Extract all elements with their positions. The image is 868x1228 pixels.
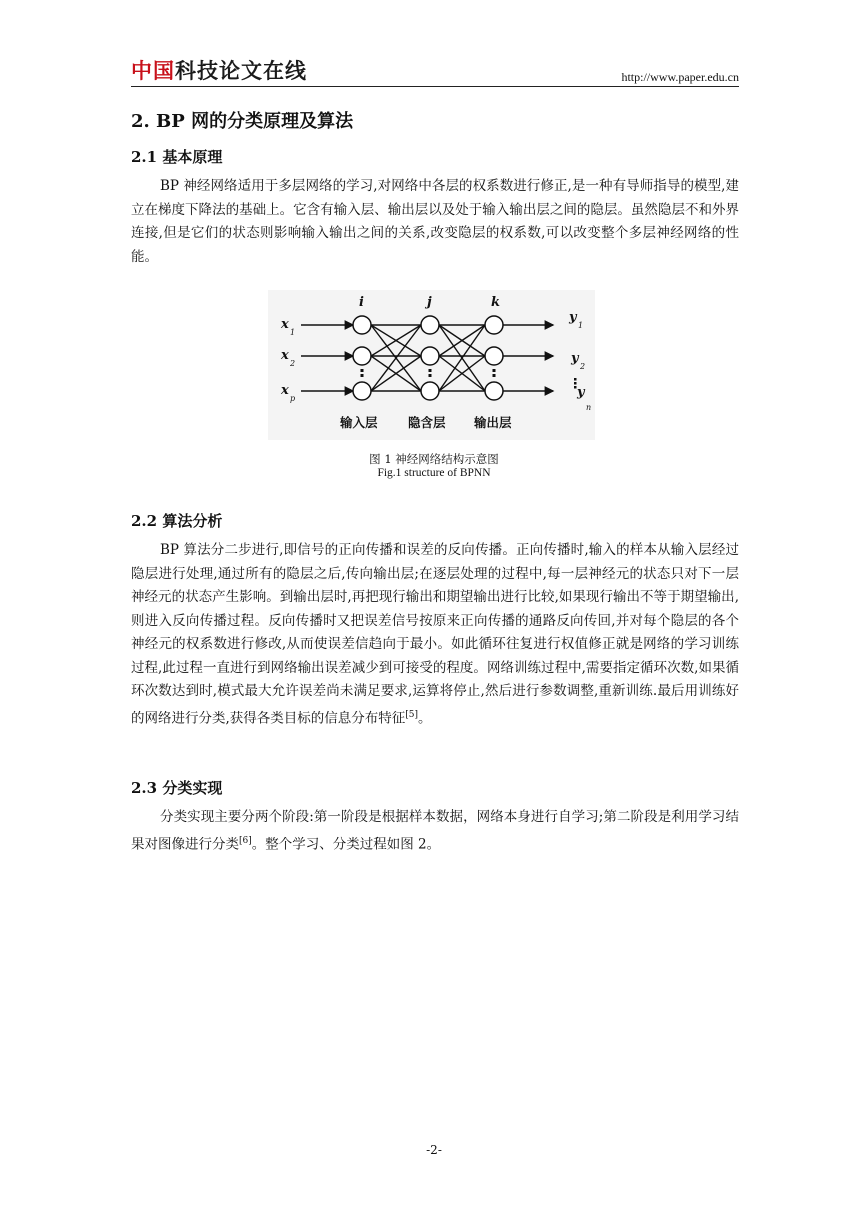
bpnn-diagram: [268, 290, 595, 440]
neuron-output-2: [485, 347, 503, 365]
layer-label-i: i: [359, 295, 364, 310]
figure-caption-cn: 图 1 神经网络结构示意图: [369, 452, 499, 466]
neuron-hidden-q: [421, 382, 439, 400]
citation-6[interactable]: [6]: [239, 835, 252, 846]
journal-logo: [131, 58, 307, 84]
layer-label-j: j: [427, 295, 432, 310]
input-label-x2: x: [281, 348, 289, 363]
logo-text: 科技论文在线: [175, 59, 307, 83]
neuron-hidden-1: [421, 316, 439, 334]
paragraph-end-punct: 。: [418, 710, 432, 726]
layer-label-k: k: [491, 295, 501, 310]
paragraph-classification-text: 分类实现主要分两个阶段:第一阶段是根据样本数据，网络本身进行自学习;第二阶段是利用学习结果对图像进行分类: [131, 809, 739, 852]
neuron-output-1: [485, 316, 503, 334]
input-label-xp: x: [281, 383, 289, 398]
section-title: 2. BP 网的分类原理及算法: [131, 111, 354, 132]
subsection-title-2-2: 2.2 算法分析: [131, 512, 223, 530]
subsection-title-2-1: 2.1 基本原理: [131, 148, 223, 166]
neuron-input-1: [353, 316, 371, 334]
input-label-x1: x: [281, 317, 289, 332]
page-header: [131, 58, 739, 88]
input-sub-p: p: [290, 394, 296, 403]
figure-caption-en: Fig.1 structure of BPNN: [377, 467, 491, 479]
paragraph-basic-principle: BP 神经网络适用于多层网络的学习,对网络中各层的权系数进行修正,是一种有导师指导的模型,建立在梯度下降法的基础上。它含有输入层、输出层以及处于输入输出层之间的隐层。虽然隐层不和外界连接,但是它们的状态则影响输入输出之间的关系,改变隐层的权系数,可以改变整个多层神经网络的性能。: [131, 178, 739, 265]
output-label-y2: y: [571, 351, 579, 366]
neuron-hidden-2: [421, 347, 439, 365]
input-sub-1: 1: [290, 328, 296, 337]
input-sub-2: 2: [290, 359, 296, 368]
output-label-y1: y: [569, 310, 577, 325]
paragraph-algorithm-text: BP 算法分二步进行,即信号的正向传播和误差的反向传播。正向传播时,输入的样本从输入层经过隐层进行处理,通过所有的隐层之后,传向输出层;在逐层处理的过程中,每一层神经元的状态只对下一层神经元的状态产生影响。到输出层时,再把现行输出和期望输出进行比较,如果现行输出不等于期望输出,则进入反向传播过程。反向传播时又把误差信号按原来正向传播的通路反向传回,并对每个隐层的各个神经元的权系数进行修改,从而使误差信趋向于最小。如此循环往复进行权值修正就是网络的学习训练过程,此过程一直进行到网络输出误差减少到可接受的程度。网络训练过程中,需要指定循环次数,如果循环次数达到时,模式最大允许误差尚未满足要求,运算将停止,然后进行参数调整,重新训练.最后用训练好的网络进行分类,获得各类目标的信息分布特征: [131, 542, 739, 726]
output-sub-n: n: [586, 403, 592, 412]
output-label-yn: y: [577, 385, 585, 400]
logo-mark: 中国: [131, 59, 175, 83]
label-hidden-layer: 隐含层: [408, 415, 446, 430]
output-sub-2: 2: [580, 362, 586, 371]
header-rule: [131, 86, 739, 87]
neuron-input-2: [353, 347, 371, 365]
citation-5[interactable]: [5]: [405, 709, 419, 720]
subsection-title-2-3: 2.3 分类实现: [131, 779, 223, 797]
paragraph-algorithm-analysis: [131, 539, 739, 731]
neuron-input-p: [353, 382, 371, 400]
paragraph-classification: [131, 806, 739, 857]
label-input-layer: 输入层: [340, 415, 378, 430]
output-sub-1: 1: [578, 321, 584, 330]
neuron-output-n: [485, 382, 503, 400]
paragraph-classification-end: 。整个学习、分类过程如图 2。: [251, 836, 441, 852]
header-url[interactable]: http://www.paper.edu.cn: [621, 70, 739, 84]
figure-bpnn: [268, 290, 595, 440]
label-output-layer: 输出层: [474, 415, 512, 430]
page-number: -2-: [426, 1143, 442, 1157]
